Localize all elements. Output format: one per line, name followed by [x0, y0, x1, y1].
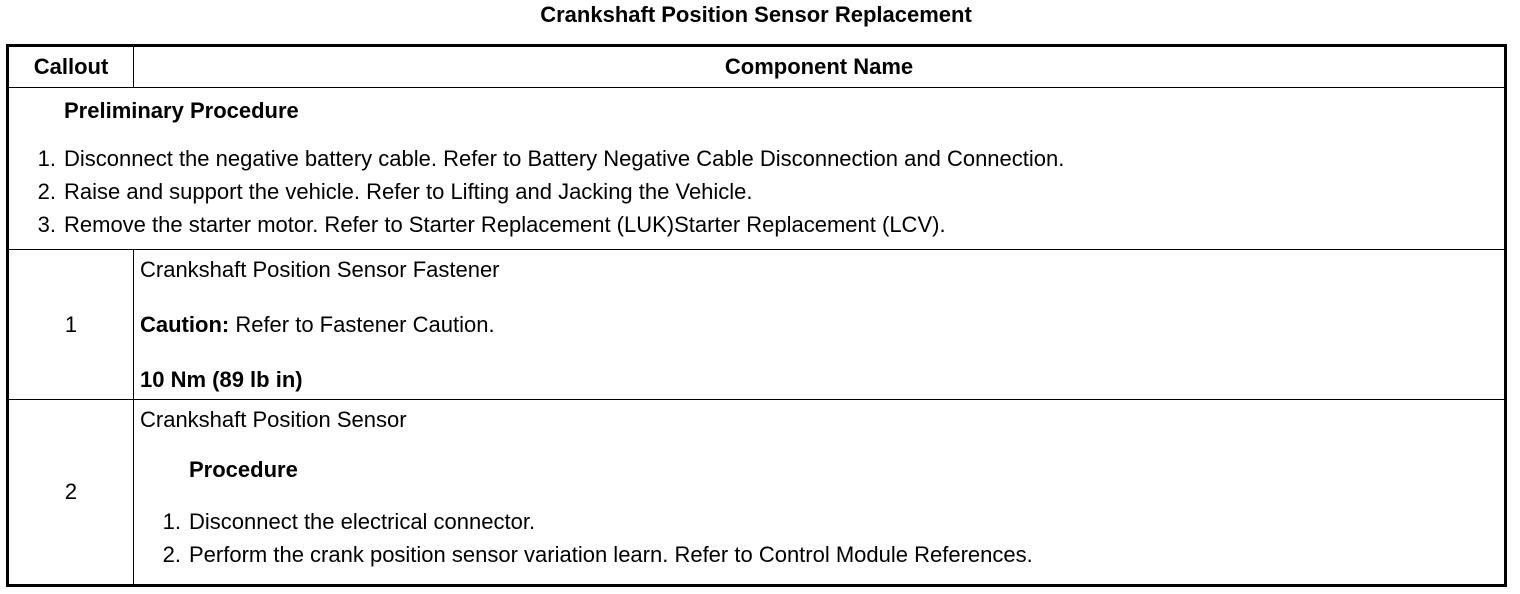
caution-label: Caution:	[140, 312, 230, 337]
list-item	[140, 505, 1504, 538]
step-number: 2.	[162, 542, 181, 567]
component-cell	[134, 250, 1506, 400]
preliminary-row	[8, 88, 1506, 250]
table-row	[8, 400, 1506, 586]
callout-number: 1	[8, 250, 134, 400]
document-title: Crankshaft Position Sensor Replacement	[540, 2, 972, 27]
preliminary-heading: Preliminary Procedure	[64, 98, 299, 123]
procedure-steps	[140, 505, 1504, 571]
step-number: 1.	[37, 146, 56, 171]
step-text: Perform the crank position sensor variation learn. Refer to Control Module References.	[189, 542, 1033, 567]
component-cell	[134, 400, 1506, 586]
step-text: Disconnect the electrical connector.	[189, 509, 536, 534]
step-text: Disconnect the negative battery cable. Refer to Battery Negative Cable Disconnection and Connection.	[64, 146, 1065, 171]
component-name: Crankshaft Position Sensor	[140, 407, 407, 432]
preliminary-cell	[8, 88, 1506, 250]
list-item	[9, 208, 1504, 241]
table-row	[8, 250, 1506, 400]
list-item	[9, 142, 1504, 175]
caution-text: Refer to Fastener Caution.	[229, 312, 495, 337]
header-callout: Callout	[8, 46, 134, 88]
callout-number: 2	[8, 400, 134, 586]
list-item	[9, 175, 1504, 208]
component-name: Crankshaft Position Sensor Fastener	[140, 257, 500, 282]
table-header-row	[8, 46, 1506, 88]
step-number: 3.	[37, 212, 56, 237]
list-item	[140, 538, 1504, 571]
procedure-table	[6, 44, 1507, 587]
preliminary-steps	[9, 142, 1504, 241]
step-number: 2.	[37, 179, 56, 204]
torque-spec: 10 Nm (89 lb in)	[140, 367, 303, 392]
header-component-name: Component Name	[134, 46, 1506, 88]
step-text: Raise and support the vehicle. Refer to Lifting and Jacking the Vehicle.	[64, 179, 753, 204]
step-number: 1.	[162, 509, 181, 534]
caution-note	[140, 311, 1504, 339]
procedure-heading: Procedure	[189, 457, 298, 482]
step-text: Remove the starter motor. Refer to Starter Replacement (LUK)Starter Replacement (LCV).	[64, 212, 946, 237]
